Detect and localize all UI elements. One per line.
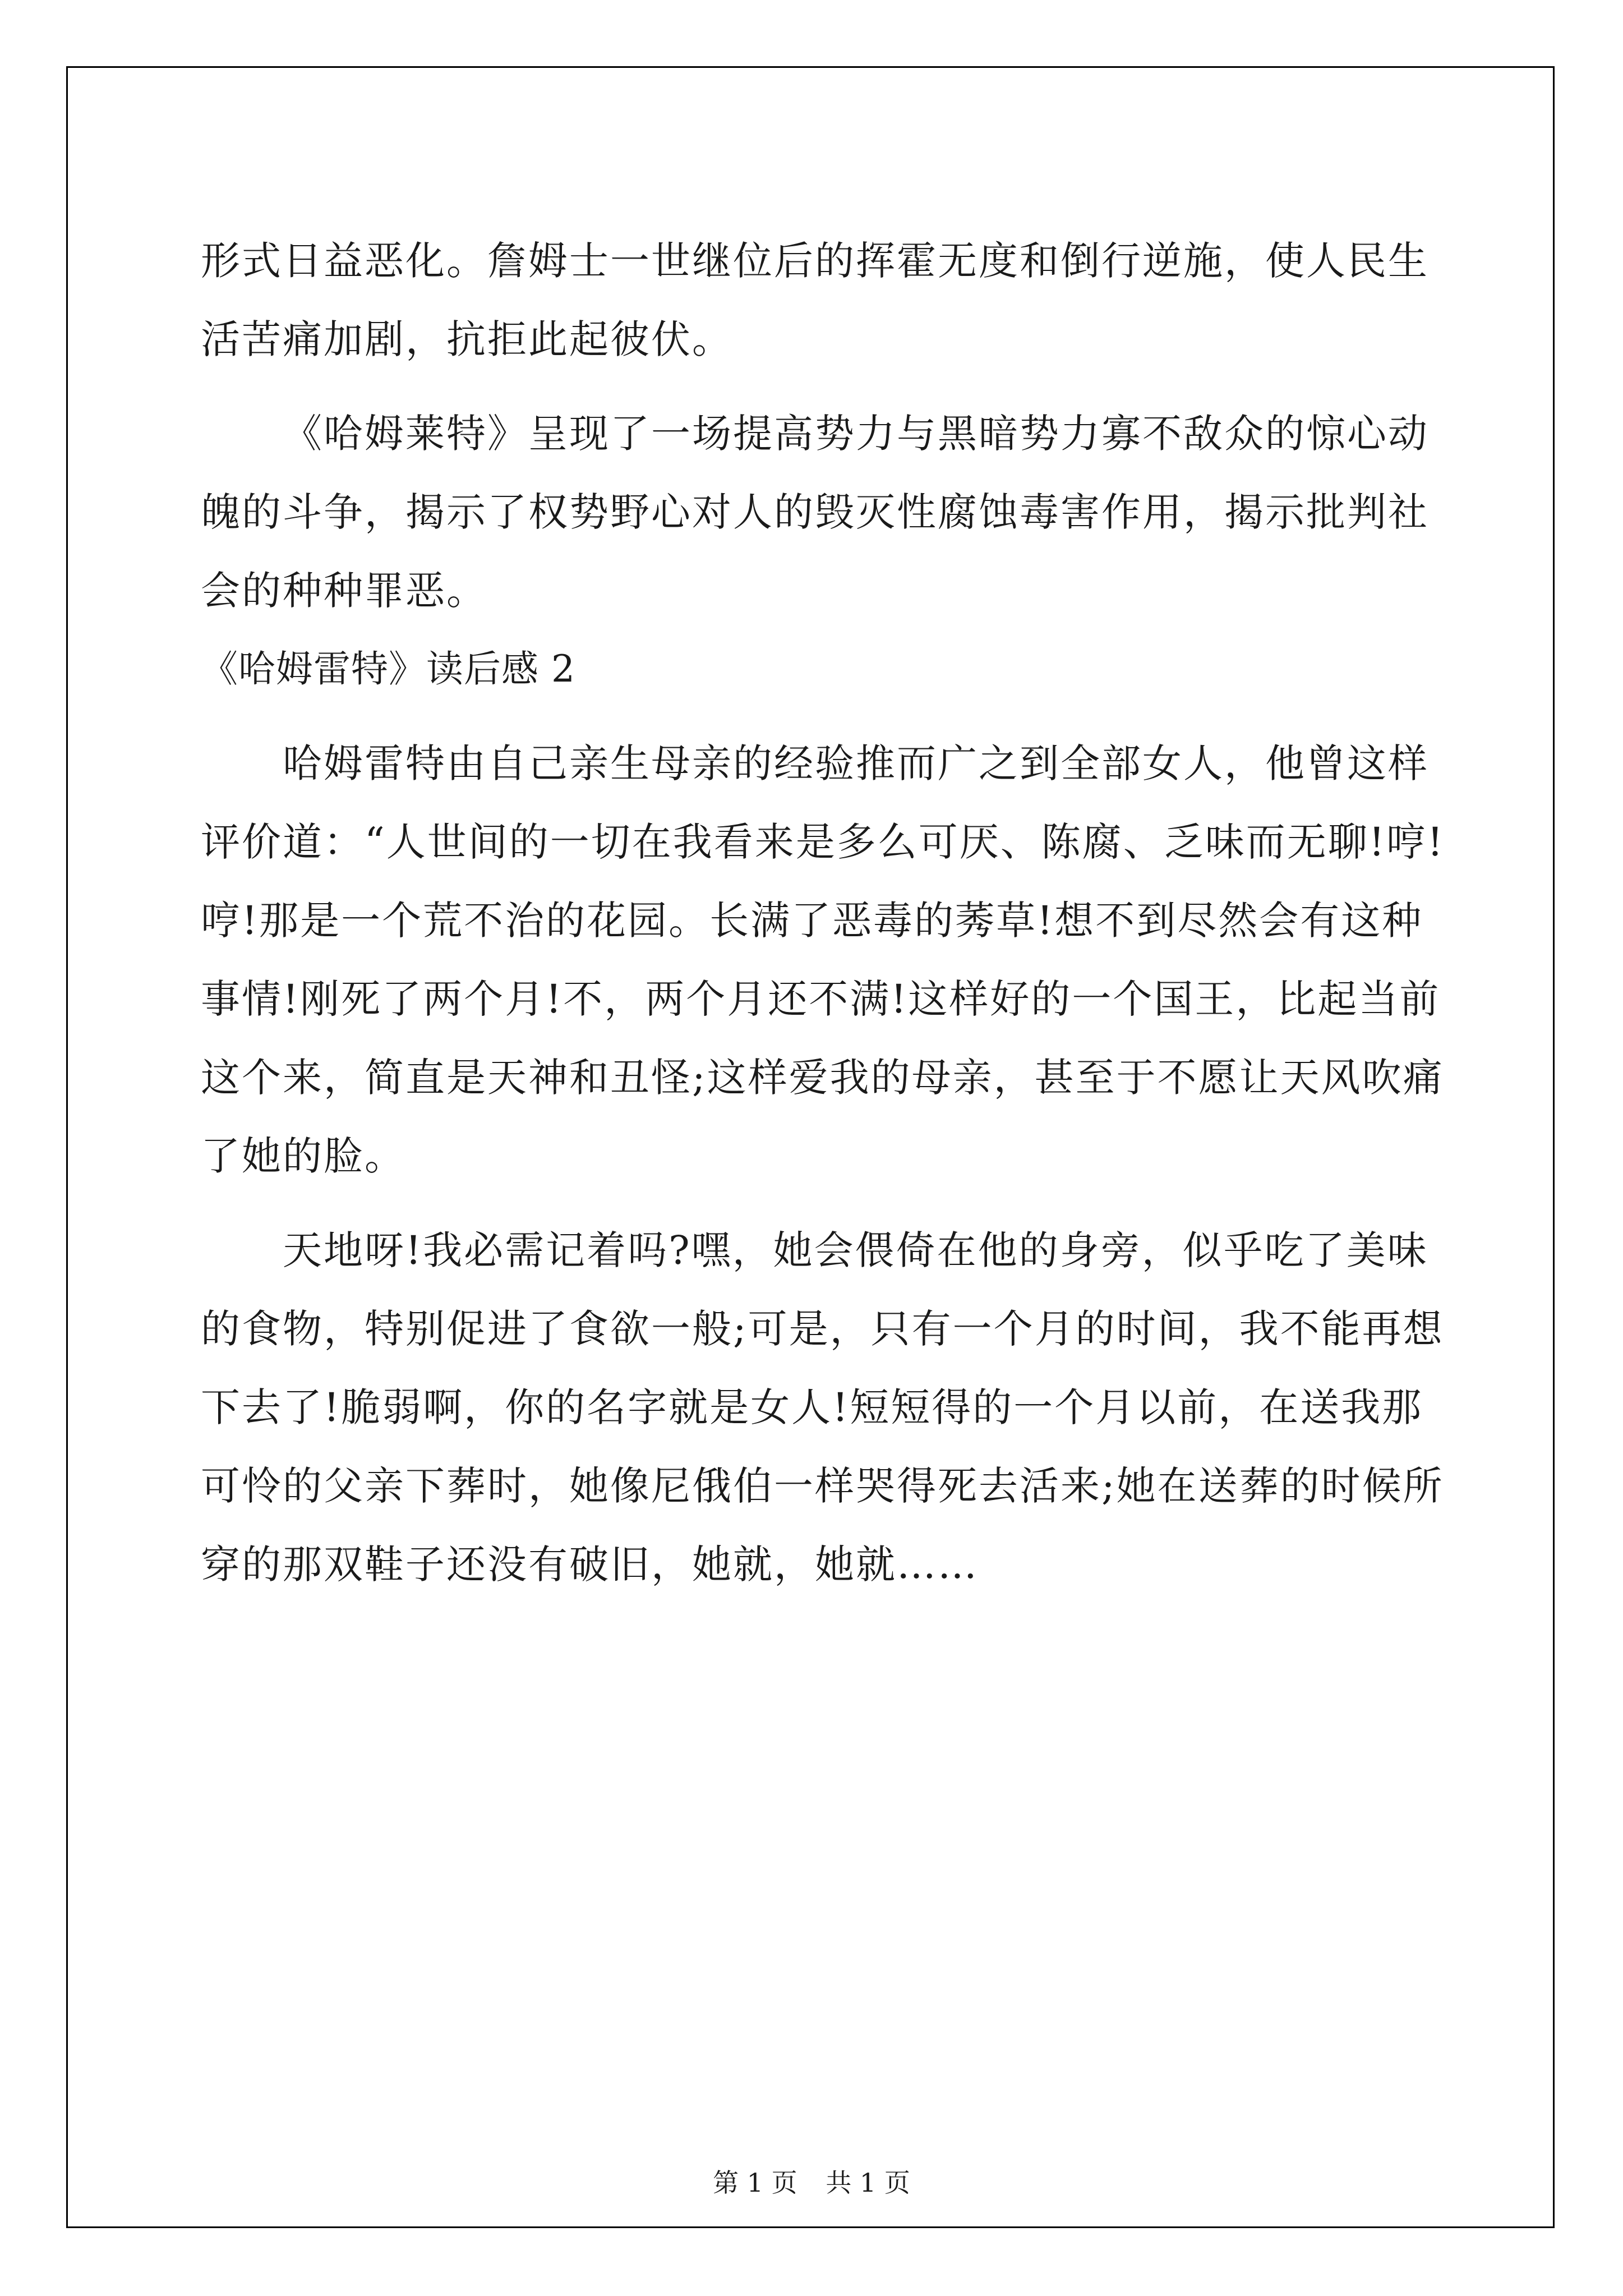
document-body bbox=[201, 222, 1445, 1604]
paragraph bbox=[201, 724, 1445, 1195]
text-line: 的食物，特别促进了食欲一般;可是，只有一个月的时间，我不能再想 bbox=[201, 1306, 1444, 1352]
text-line: 会的种种罪恶。 bbox=[201, 568, 487, 614]
text-line: 天地呀!我必需记着吗?嘿，她会偎倚在他的身旁，似乎吃了美味 bbox=[283, 1227, 1428, 1273]
text-line: 这个来，简直是天神和丑怪;这样爱我的母亲，甚至于不愿让天风吹痛 bbox=[201, 1055, 1444, 1101]
text-line: 穿的那双鞋子还没有破旧，她就，她就…… bbox=[201, 1542, 979, 1588]
paragraph bbox=[201, 394, 1429, 630]
text-line: 哼!那是一个荒不治的花园。长满了恶毒的莠草!想不到尽然会有这种 bbox=[201, 898, 1423, 944]
text-line: 形式日益恶化。詹姆士一世继位后的挥霍无度和倒行逆施，使人民生 bbox=[201, 238, 1429, 284]
heading-text: 《哈姆雷特》读后感 2 bbox=[201, 647, 575, 691]
text-line: 活苦痛加剧，抗拒此起彼伏。 bbox=[201, 316, 733, 362]
page-number: 第 1 页 bbox=[713, 2168, 797, 2198]
section-heading bbox=[201, 630, 1429, 708]
page-footer bbox=[0, 2162, 1623, 2200]
text-line: 下去了!脆弱啊，你的名字就是女人!短短得的一个月以前，在送我那 bbox=[201, 1384, 1423, 1430]
text-line: 事情!刚死了两个月!不，两个月还不满!这样好的一个国王，比起当前 bbox=[201, 976, 1441, 1022]
text-line: 《哈姆莱特》呈现了一场提高势力与黑暗势力寡不敌众的惊心动 bbox=[283, 411, 1429, 457]
text-line: 哈姆雷特由自己亲生母亲的经验推而广之到全部女人，他曾这样 bbox=[283, 740, 1429, 786]
paragraph bbox=[201, 222, 1429, 379]
text-line: 了她的脸。 bbox=[201, 1133, 405, 1179]
text-line: 可怜的父亲下葬时，她像尼俄伯一样哭得死去活来;她在送葬的时候所 bbox=[201, 1463, 1444, 1509]
text-line: 魄的斗争，揭示了权势野心对人的毁灭性腐蚀毒害作用，揭示批判社 bbox=[201, 489, 1429, 535]
page-total: 共 1 页 bbox=[826, 2168, 910, 2198]
text-line: 评价道：“人世间的一切在我看来是多么可厌、陈腐、乏味而无聊!哼! bbox=[201, 819, 1445, 865]
paragraph bbox=[201, 1211, 1444, 1604]
